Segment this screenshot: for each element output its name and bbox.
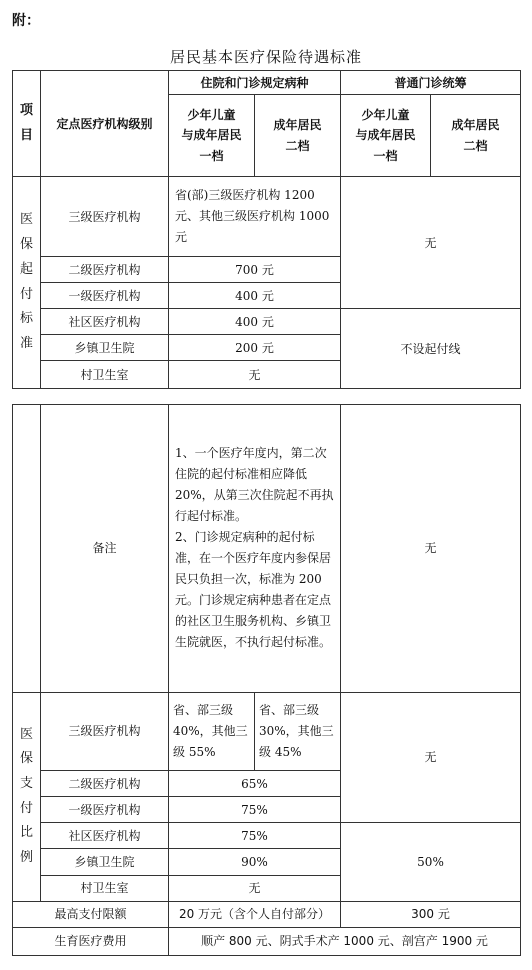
max-payment-label: 最高支付限额: [13, 901, 169, 927]
inpatient-group-header: 住院和门诊规定病种: [169, 71, 341, 95]
item-header: 项 目: [13, 71, 41, 177]
document-title: 居民基本医疗保险待遇标准: [169, 48, 362, 66]
outpatient-deductible-lower: 不设起付线: [341, 309, 521, 389]
deductible-value: 200 元: [169, 335, 341, 361]
level-cell: 社区医疗机构: [41, 823, 169, 849]
level-cell: 三级医疗机构: [41, 692, 169, 770]
remark-label: 备注: [41, 405, 169, 693]
tier2-header-outpatient: 成年居民 二档: [431, 95, 521, 177]
tier1-header: 少年儿童 与成年居民 一档: [169, 95, 255, 177]
level-cell: 乡镇卫生院: [41, 849, 169, 875]
level-cell: 乡镇卫生院: [41, 335, 169, 361]
ratio-value: 65%: [169, 770, 341, 796]
level-cell: 一级医疗机构: [41, 797, 169, 823]
ratio-value: 75%: [169, 823, 341, 849]
maternity-label: 生育医疗费用: [13, 927, 169, 955]
level-cell: 村卫生室: [41, 361, 169, 389]
remark-outpatient: 无: [341, 405, 521, 693]
ratio-value: 90%: [169, 849, 341, 875]
tier2-header: 成年居民 二档: [255, 95, 341, 177]
max-payment-outpatient: 300 元: [341, 901, 521, 927]
outpatient-deductible-upper: 无: [341, 177, 521, 309]
level-cell: 二级医疗机构: [41, 770, 169, 796]
ratio-label: 医 保 支 付 比 例: [13, 692, 41, 901]
remark-blank: [13, 405, 41, 693]
deductible-label: 医 保 起 付 标 准: [13, 177, 41, 389]
max-payment-inpatient: 20 万元（含个人自付部分）: [169, 901, 341, 927]
level-cell: 三级医疗机构: [41, 177, 169, 257]
level-cell: 社区医疗机构: [41, 309, 169, 335]
ratio-value: 无: [169, 875, 341, 901]
outpatient-group-header: 普通门诊统筹: [341, 71, 521, 95]
level-header: 定点医疗机构级别: [41, 71, 169, 177]
deductible-value: 无: [169, 361, 341, 389]
level3-tier2-ratio: 省、部三级 30%，其他三级 45%: [255, 692, 341, 770]
outpatient-ratio-lower: 50%: [341, 823, 521, 901]
outpatient-ratio-upper: 无: [341, 692, 521, 823]
deductible-value: 400 元: [169, 283, 341, 309]
deductible-table: [12, 70, 521, 389]
payment-ratio-table: [12, 404, 521, 956]
deductible-value: 700 元: [169, 257, 341, 283]
ratio-value: 75%: [169, 797, 341, 823]
remark-text: 1、一个医疗年度内，第二次住院的起付标准相应降低 20%，从第三次住院起不再执行起付标准。 2、门诊规定病种的起付标准，在一个医疗年度内参保居民只负担一次，标准为 200 元。门诊规定病种患者在定点的社区卫生服务机构、乡镇卫生院就医，不执行起付标准。: [169, 405, 341, 693]
tier1-header-outpatient: 少年儿童 与成年居民 一档: [341, 95, 431, 177]
level-cell: 二级医疗机构: [41, 257, 169, 283]
attachment-label: 附：: [12, 13, 40, 29]
level3-tier1-ratio: 省、部三级 40%，其他三级 55%: [169, 692, 255, 770]
level-cell: 一级医疗机构: [41, 283, 169, 309]
deductible-value: 400 元: [169, 309, 341, 335]
maternity-value: 顺产 800 元、阴式手术产 1000 元、剖宫产 1900 元: [169, 927, 521, 955]
level-cell: 村卫生室: [41, 875, 169, 901]
deductible-value: 省(部)三级医疗机构 1200 元、其他三级医疗机构 1000 元: [169, 177, 341, 257]
